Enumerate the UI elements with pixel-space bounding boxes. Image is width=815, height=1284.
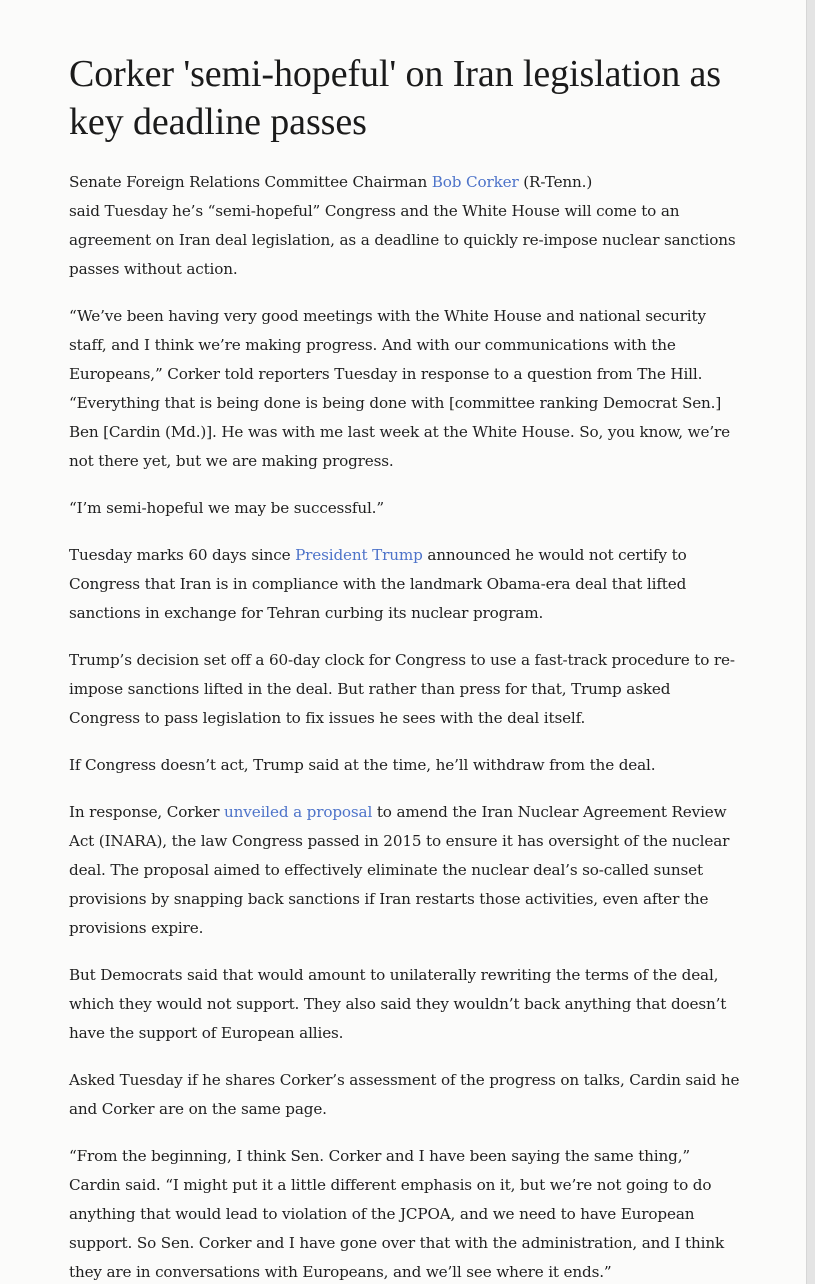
president-trump-link[interactable]: President Trump (295, 546, 423, 564)
paragraph-1-intro: Senate Foreign Relations Committee Chairman (69, 173, 432, 191)
paragraph-4 (69, 541, 741, 628)
paragraph-5: Trump’s decision set off a 60-day clock for Congress to use a fast-track procedure to re-impose sanctions lifted in the deal. But rather than press for that, Trump asked Congress to pass legislation to fix issues he sees with the deal itself. (69, 651, 735, 727)
paragraph-6: If Congress doesn’t act, Trump said at the time, he’ll withdraw from the deal. (69, 756, 656, 774)
paragraph-9: Asked Tuesday if he shares Corker’s assessment of the progress on talks, Cardin said he and Corker are on the same page. (69, 1071, 740, 1118)
paragraph-4-body: announced he would not certify to Congress that Iran is in compliance with the landmark Obama-era deal that lifted sanctions in exchange for Tehran curbing its nuclear program. (69, 546, 687, 622)
article (69, 50, 741, 1284)
lead-line (69, 168, 741, 197)
paragraph-8: But Democrats said that would amount to unilaterally rewriting the terms of the deal, which they would not support. They also said they wouldn’t back anything that doesn’t have the support of European allies. (69, 966, 727, 1042)
paragraph-7-body: to amend the Iran Nuclear Agreement Review Act (INARA), the law Congress passed in 2015 to ensure it has oversight of the nuclear deal. The proposal aimed to effectively eliminate the nuclear deal’s so-called sunset provisions by snapping back sanctions if Iran restarts those activities, even after the provisions expire. (69, 803, 730, 937)
article-headline: Corker 'semi-hopeful' on Iran legislation as key deadline passes (69, 53, 721, 143)
paragraph-3: “I’m semi-hopeful we may be successful.” (69, 499, 384, 517)
bob-corker-link[interactable]: Bob Corker (431, 173, 519, 191)
paragraph-10: “From the beginning, I think Sen. Corker and I have been saying the same thing,” Cardin said. “I might put it a little different emphasis on it, but we’re not going to do anything that would lead to violation of the JCPOA, and we need to have European support. So Sen. Corker and I have gone over that with the administration, and I think they are in conversations with Europeans, and we’ll see where it ends.” (69, 1147, 725, 1281)
paragraph-4-intro: Tuesday marks 60 days since (69, 546, 296, 564)
paragraph-1-party: (R-Tenn.) (518, 173, 593, 191)
paragraph-1-body: said Tuesday he’s “semi-hopeful” Congress and the White House will come to an agreement on Iran deal legislation, as a deadline to quickly re-impose nuclear sanctions passes without action. (69, 202, 736, 278)
paragraph-7 (69, 798, 741, 943)
paragraph-7-intro: In response, Corker (69, 803, 225, 821)
paragraph-2: “We’ve been having very good meetings with the White House and national security staff, and I think we’re making progress. And with our communications with the Europeans,” Corker told reporters Tuesday in response to a question from The Hill. “Everything that is being done is being done with [committee ranking Democrat Sen.] Ben [Cardin (Md.)]. He was with me last week at the White House. So, you know, we’re not there yet, but we are making progress. (69, 307, 730, 470)
page-scrollbar[interactable] (806, 0, 815, 1284)
unveiled-proposal-link[interactable]: unveiled a proposal (224, 803, 373, 821)
paragraph-1 (69, 168, 741, 284)
